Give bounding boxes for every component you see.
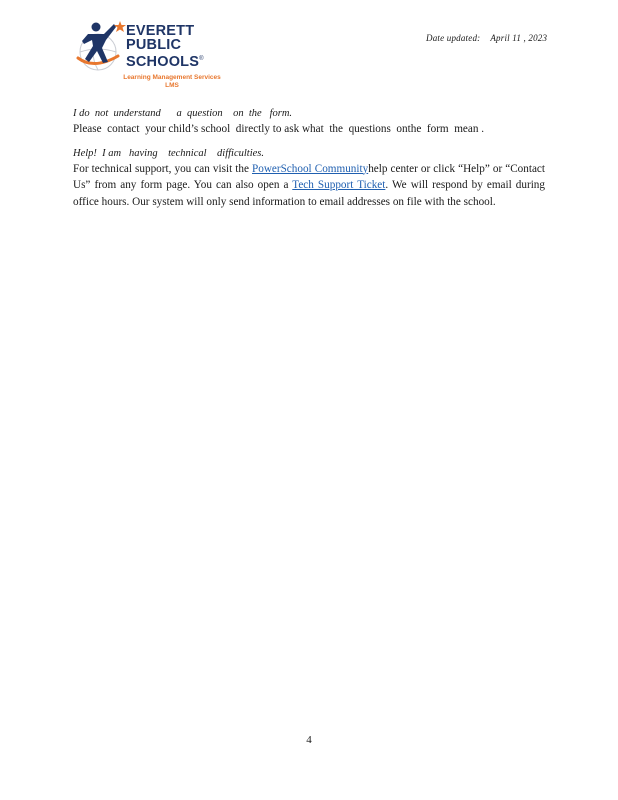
logo-line-everett: EVERETT [126, 23, 195, 39]
logo-subtitle-line1: Learning Management Services [123, 74, 221, 81]
faq-item-question-form [73, 106, 545, 138]
running-figure-globe-icon [74, 18, 130, 74]
faq-answer: Please contact your child’s school directly to ask what the questions onthe form mean . [73, 123, 485, 135]
date-updated-value: April 11 , 2023 [490, 33, 548, 43]
page-number: 4 [306, 734, 312, 746]
faq-heading: Help! I am having technical difficulties. [73, 147, 264, 159]
everett-public-schools-logo [74, 18, 234, 94]
logo-line-schools: SCHOOLS® [126, 53, 204, 70]
faq-item-technical-difficulties [73, 146, 545, 211]
logo-subtitle [112, 74, 232, 90]
faq-answer-text: help center or click “Help” or “Contact Us” from any form page. You can also open a [73, 162, 545, 191]
logo-wordmark [126, 24, 204, 69]
date-updated-label: Date updated: [426, 33, 481, 43]
faq-answer-text: For technical support, you can visit the [73, 162, 252, 175]
powerschool-community-link[interactable]: PowerSchool Community [252, 162, 369, 175]
date-updated [426, 33, 547, 43]
faq-answer [73, 161, 545, 211]
faq-answer-text: . We will respond by email during office hours. Our system will only send information to email addresses on file with the school. [73, 179, 545, 208]
logo-subtitle-line2: LMS [165, 82, 179, 89]
logo-line-public: PUBLIC [126, 37, 182, 53]
tech-support-ticket-link[interactable]: Tech Support Ticket [292, 179, 386, 191]
faq-content [73, 106, 545, 218]
faq-heading: I do not understand a question on the form. [73, 108, 293, 119]
